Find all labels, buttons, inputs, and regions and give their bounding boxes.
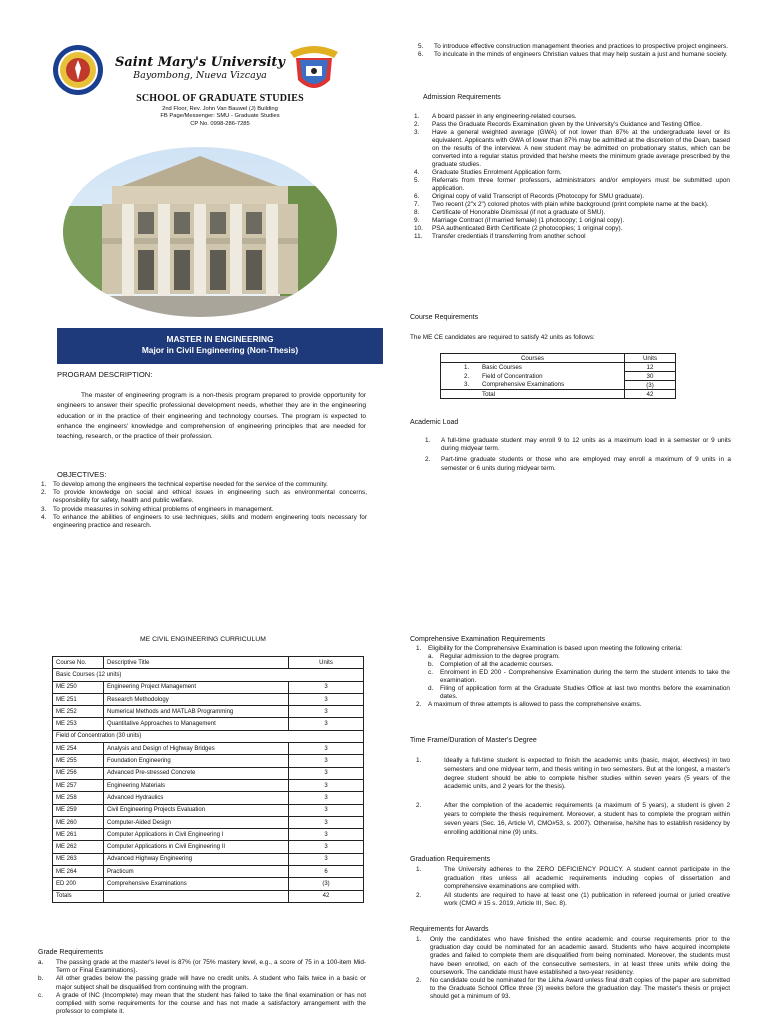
cell-units: 3 — [289, 706, 364, 718]
contact-line: 2nd Floor, Rev. John Van Bauwel (J) Building — [162, 106, 278, 112]
table-row — [53, 693, 364, 705]
admission-list — [414, 113, 730, 241]
objectives-list — [41, 481, 367, 530]
objectives-heading: OBJECTIVES: — [57, 470, 107, 479]
cell-units: 42 — [289, 890, 364, 902]
table-row — [53, 681, 364, 693]
cell-title: Civil Engineering Projects Evaluation — [104, 804, 289, 816]
table-row — [53, 829, 364, 841]
list-item: 1. Only the candidates who have finished the entire academic and course requirements prior to the graduation day could be nominated for an academic award. Students who have acquired incomplete grades and failed to complete them are disqualified from being nominated. Moreover, the students must have been enrolled, on each of the consecutive semesters, in at least three units while doing the coursework. The candidate must have established a two-year residency. — [416, 936, 730, 976]
cell-title: Computer Applications in Civil Engineering I — [104, 829, 289, 841]
cell-units: 3 — [289, 829, 364, 841]
cell-title: Analysis and Design of Highway Bridges — [104, 743, 289, 755]
university-location: Bayombong, Nueva Vizcaya — [133, 70, 267, 81]
cell-title: Computer-Aided Design — [104, 816, 289, 828]
building-photo — [62, 146, 338, 318]
list-item: 8. Certificate of Honorable Dismissal (if not a graduate of SMU). — [414, 209, 606, 216]
banner-title: MASTER IN ENGINEERING — [166, 334, 274, 344]
graduation-heading: Graduation Requirements — [410, 856, 491, 863]
list-item: 1. To develop among the engineers the technical expertise needed for the service of the community. — [41, 481, 328, 488]
cell-title: Engineering Materials — [104, 779, 289, 791]
units-header-units: Units — [625, 354, 676, 363]
cell-units: 3 — [289, 743, 364, 755]
list-item: 3. To provide measures in solving ethical problems of engineers in management. — [41, 505, 274, 513]
banner-subtitle: Major in Civil Engineering (Non-Thesis) — [141, 345, 299, 355]
cell-no: ME 257 — [53, 779, 104, 791]
program-banner — [57, 328, 383, 364]
curriculum-table — [52, 656, 364, 903]
course-requirements-intro: The ME CE candidates are required to satisfy 42 units as follows: — [410, 334, 595, 341]
cell-title — [104, 890, 289, 902]
comprehensive-exam-list — [416, 645, 730, 709]
contact-line: CP No. 0998-286-7285 — [190, 120, 250, 127]
program-description-text: The master of engineering program is a non-thesis program prepared to provide opportunity for engineers to answer their specific professional development needs, whether they are in the engineering education or in the practice of their engineering and technology courses. The program is expected to enhance the engineers' knowledge and comprehension of engineering principles that are needed for teaching, research, or the practice of their profession. — [57, 392, 366, 441]
cell-units: 3 — [289, 681, 364, 693]
list-item: 2. A maximum of three attempts is allowed to pass the comprehensive exams. — [416, 701, 642, 708]
cell-title: Comprehensive Examinations — [104, 878, 289, 890]
cell-title: Practicum — [104, 866, 289, 878]
list-item: 2. No candidate could be nominated for the Likha Award unless final draft copies of the paper are submitted to the Graduate School Office three (3) weeks before the graduation day. The master's thesis or project should get a minimum of 93. — [416, 977, 730, 1001]
list-item: 2. Pass the Graduate Records Examination given by the University's Guidance and Testing Office. — [414, 121, 702, 128]
list-item: 1. A full-time graduate student may enroll 9 to 12 units as a maximum load in a semester or 9 units during midyear term. — [425, 437, 731, 453]
list-item: 1. Ideally a full-time student is expected to finish the academic units (basic, major, electives) in two semesters and one midyear term, and thesis writing in two semesters. But at the longest, a master's degree student should be able to complete his/her studies within seven years (5 years of the academic units, and 2 years for the thesis). — [416, 757, 730, 791]
list-item: 2. Part-time graduate students or those who are employed may enroll a maximum of 9 units in a semester or 6 units during midyear term. — [425, 456, 731, 472]
awards-list — [416, 936, 730, 1024]
cell-no: ME 258 — [53, 792, 104, 804]
cell-title: Numerical Methods and MATLAB Programming — [104, 706, 289, 718]
admission-heading: Admission Requirements — [423, 94, 501, 101]
list-item: d. Filing of application form at the Graduate Studies Office at last two months before the examination dates. — [428, 685, 730, 700]
time-frame-heading: Time Frame/Duration of Master's Degree — [410, 737, 537, 744]
table-row — [53, 890, 364, 902]
col-units: Units — [289, 657, 364, 669]
list-item: c. Enrolment in ED 200 - Comprehensive Examination during the term the student intends to take the examination. — [428, 669, 730, 684]
cell-no: ME 264 — [53, 866, 104, 878]
graduation-list — [416, 866, 730, 909]
col-course-no: Course No. — [53, 657, 104, 669]
table-row — [53, 767, 364, 779]
list-item: b. Completion of all the academic courses. — [428, 661, 554, 668]
cell-units: 3 — [289, 816, 364, 828]
cell-units: 3 — [289, 853, 364, 865]
list-item: 11. Transfer credentials if transferring from another school — [414, 233, 586, 240]
list-item: 9. Marriage Contract (if married female) (1 photocopy; 1 original copy). — [414, 217, 625, 224]
table-row — [53, 878, 364, 890]
comprehensive-exam-heading: Comprehensive Examination Requirements — [410, 636, 546, 643]
program-description-heading: PROGRAM DESCRIPTION: — [57, 370, 153, 379]
time-frame-list — [416, 757, 730, 837]
cell-no: ME 252 — [53, 706, 104, 718]
academic-load-list — [425, 437, 731, 473]
list-item: a. Regular admission to the degree program. — [428, 653, 560, 660]
list-item: 7. Two recent (2"x 2") colored photos with plain white background (print complete name at the back). — [414, 201, 709, 208]
list-item: 1. The University adheres to the ZERO DEFICIENCY POLICY. A student cannot participate in the graduation rites unless all academic requirements including copies of dissertation and comprehensive examinations are complied with. — [416, 866, 730, 891]
university-name: Saint Mary's University — [115, 55, 285, 70]
table-row — [53, 755, 364, 767]
cell-units: 3 — [289, 792, 364, 804]
list-item: a. The passing grade at the master's level is 87% (or 75% mastery level, e.g., a score of 75 in a 100-item Mid-Term or Final Examinations). — [38, 959, 366, 975]
list-item: 6. To inculcate in the minds of engineers Christian values that may help sustain a just and humane society. — [418, 51, 728, 59]
cell-no: ME 261 — [53, 829, 104, 841]
table-row: Field of Concentration (30 units) — [53, 730, 364, 742]
list-item: 1. Eligibility for the Comprehensive Examination is based upon meeting the following criteria: — [416, 645, 683, 652]
units-table — [440, 353, 676, 399]
table-row: Total 42 — [441, 390, 676, 399]
cell-title: Engineering Project Management — [104, 681, 289, 693]
list-item: 10. PSA authenticated Birth Certificate (2 photocopies; 1 original copy). — [414, 225, 623, 232]
cell-title: Research Methodology — [104, 693, 289, 705]
cell-no: ME 260 — [53, 816, 104, 828]
curriculum-title: ME CIVIL ENGINEERING CURRICULUM — [140, 636, 266, 643]
cell-title: Advanced Hydraulics — [104, 792, 289, 804]
table-row — [53, 792, 364, 804]
objectives-list-continued — [418, 43, 730, 59]
cell-units: 3 — [289, 693, 364, 705]
table-row — [53, 853, 364, 865]
list-item: 3. Have a general weighted average (GWA) of not lower than 87% at the undergraduate level or its equivalent. Applicants with GWA of lower than 87% may be admitted at the discretion of the Dean, based on the results of the interview. A new student may be admitted on probationary status, which can be converted into a regular status provided that he/she meets the minimum grade average prescribed by the graduate studies. — [414, 129, 730, 168]
list-item: 6. Original copy of valid Transcript of Records (Photocopy for SMU graduate). — [414, 193, 645, 200]
contact-line: FB Page/Messenger: SMU - Graduate Studies — [160, 113, 280, 120]
school-name: SCHOOL OF GRADUATE STUDIES — [136, 93, 304, 104]
cell-title: Foundation Engineering — [104, 755, 289, 767]
course-requirements-heading: Course Requirements — [410, 314, 479, 321]
cell-title: Computer Applications in Civil Engineering II — [104, 841, 289, 853]
college-seal-logo — [286, 42, 342, 98]
cell-title: Advanced Pre-stressed Concrete — [104, 767, 289, 779]
grade-requirements-list — [38, 959, 366, 1016]
cell-no: ME 262 — [53, 841, 104, 853]
contact-info — [110, 106, 330, 128]
col-title: Descriptive Title — [104, 657, 289, 669]
cell-units: 3 — [289, 718, 364, 730]
grade-requirements-heading: Grade Requirements — [38, 949, 103, 956]
units-header-courses: Courses — [441, 354, 625, 363]
cell-no: ME 259 — [53, 804, 104, 816]
academic-load-heading: Academic Load — [410, 419, 459, 426]
cell-units: 6 — [289, 866, 364, 878]
cell-no: ME 250 — [53, 681, 104, 693]
list-item: 2. To provide knowledge on social and ethical issues in engineering such as environmental concerns, responsibility for safety, health and public welfare. — [41, 489, 367, 505]
cell-no: ME 254 — [53, 743, 104, 755]
cell-no: ME 253 — [53, 718, 104, 730]
cell-title: Advanced Highway Engineering — [104, 853, 289, 865]
table-row: 3. Comprehensive Examinations (3) — [441, 381, 676, 390]
awards-heading: Requirements for Awards — [410, 926, 489, 933]
list-item: 4. To enhance the abilities of engineers to use techniques, skills and modern engineering tools necessary for engineering practice and research. — [41, 513, 367, 530]
cell-units: 3 — [289, 841, 364, 853]
list-item: 4. Graduate Studies Enrolment Application form. — [414, 169, 562, 176]
table-row — [53, 718, 364, 730]
cell-no: Totals — [53, 890, 104, 902]
table-row — [53, 866, 364, 878]
table-header-row — [53, 657, 364, 669]
cell-no: ED 200 — [53, 878, 104, 890]
list-item: 2. All students are required to have at least one (1) publication in refereed journal or juried creative work (CMO # 15 s. 2019, Article III, Sec. 8). — [416, 891, 730, 908]
table-row — [53, 779, 364, 791]
list-item: 5. Referrals from three former professors, administrators and/or employers must be submitted upon application. — [414, 177, 730, 192]
table-row: 1. Basic Courses 12 — [441, 363, 676, 372]
cell-no: ME 251 — [53, 693, 104, 705]
table-row — [53, 743, 364, 755]
table-row — [53, 804, 364, 816]
cell-units: 3 — [289, 779, 364, 791]
table-row: Basic Courses (12 units) — [53, 669, 364, 681]
cell-units: 3 — [289, 767, 364, 779]
table-row: 2. Field of Concentration 30 — [441, 372, 676, 381]
university-seal-logo — [52, 44, 104, 96]
cell-units: (3) — [289, 878, 364, 890]
list-item: b. All other grades below the passing grade will have no credit units. A student who fails twice in a basic or major subject shall be disqualified from continuing with the program. — [38, 975, 366, 991]
cell-units: 3 — [289, 755, 364, 767]
list-item: 5. To introduce effective construction management theories and practices to prospective project engineers. — [418, 43, 729, 50]
cell-no: ME 263 — [53, 853, 104, 865]
cell-title: Quantitative Approaches to Management — [104, 718, 289, 730]
list-item: 2. After the completion of the academic requirements (a maximum of 5 years), a student is given 2 years to complete the thesis requirement. Moreover, a student has to complete the program within seven years (Sec. 16, Article VI, CMO#53, s. 2007). Otherwise, he/she has to establish residency by enrolling additional nine (9) units. — [416, 802, 730, 836]
cell-units: 3 — [289, 804, 364, 816]
list-item: c. A grade of INC (Incomplete) may mean that the student has failed to take the final examination or has not complied with some requirements for the course and has not made a satisfactory arrangement with the professor to complete it. — [38, 991, 366, 1016]
list-item: 1. A board passer in any engineering-related courses. — [414, 113, 577, 120]
cell-no: ME 255 — [53, 755, 104, 767]
table-row — [53, 706, 364, 718]
cell-no: ME 256 — [53, 767, 104, 779]
table-row — [53, 841, 364, 853]
table-row — [53, 816, 364, 828]
